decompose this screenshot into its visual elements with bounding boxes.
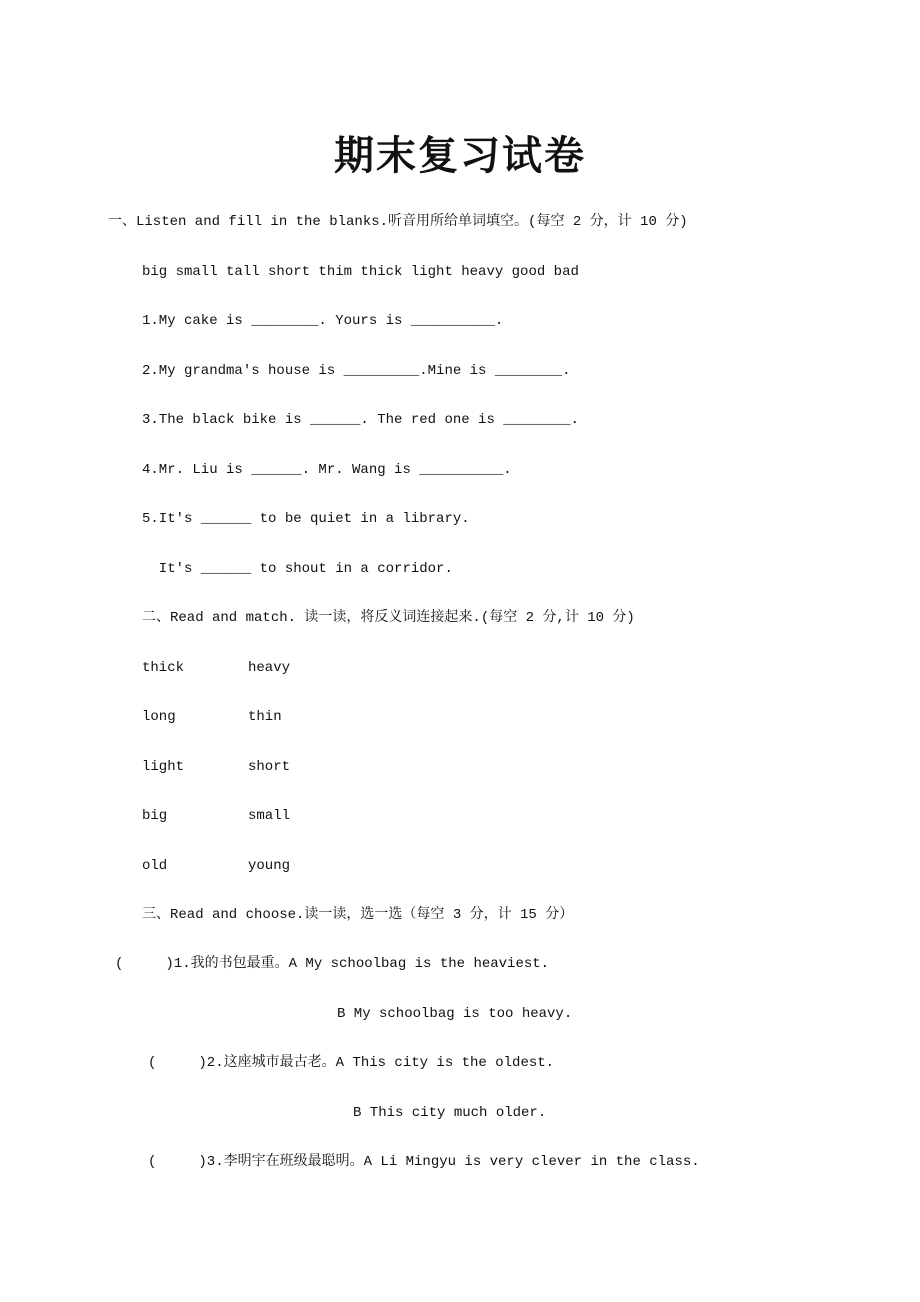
choice-question: ( )2.这座城市最古老。A This city is the oldest. [148,1055,555,1071]
match-left: long [142,709,176,725]
fill-item: It's ______ to shout in a corridor. [142,561,453,577]
match-left: big [142,808,168,824]
fill-item: 3.The black bike is ______. The red one is ________. [142,412,579,428]
match-left: thick [142,660,185,676]
choice-option-b: B This city much older. [353,1105,547,1121]
fill-item: 4.Mr. Liu is ______. Mr. Wang is __________. [142,462,512,478]
match-right: young [248,858,291,874]
section3-heading: 三、Read and choose.读一读，选一选（每空 3 分，计 15 分） [142,907,574,923]
match-left: old [142,858,168,874]
fill-item: 1.My cake is ________. Yours is __________. [142,313,504,329]
word-bank: big small tall short thim thick light heavy good bad [142,264,579,280]
match-left: light [142,759,185,775]
choice-option-b: B My schoolbag is too heavy. [337,1006,573,1022]
fill-item: 5.It's ______ to be quiet in a library. [142,511,470,527]
fill-item: 2.My grandma's house is _________.Mine is ________. [142,363,571,379]
page-title: 期末复习试卷 [334,132,586,179]
match-right: heavy [248,660,291,676]
match-right: thin [248,709,282,725]
section1-heading: 一、Listen and fill in the blanks.听音用所给单词填空。(每空 2 分，计 10 分) [108,214,688,230]
section2-heading: 二、Read and match. 读一读，将反义词连接起来.(每空 2 分,计 10 分) [142,610,635,626]
match-right: short [248,759,291,775]
choice-question: ( )3.李明宇在班级最聪明。A Li Mingyu is very clever in the class. [148,1154,700,1170]
match-right: small [248,808,291,824]
choice-question: ( )1.我的书包最重。A My schoolbag is the heaviest. [115,956,550,972]
